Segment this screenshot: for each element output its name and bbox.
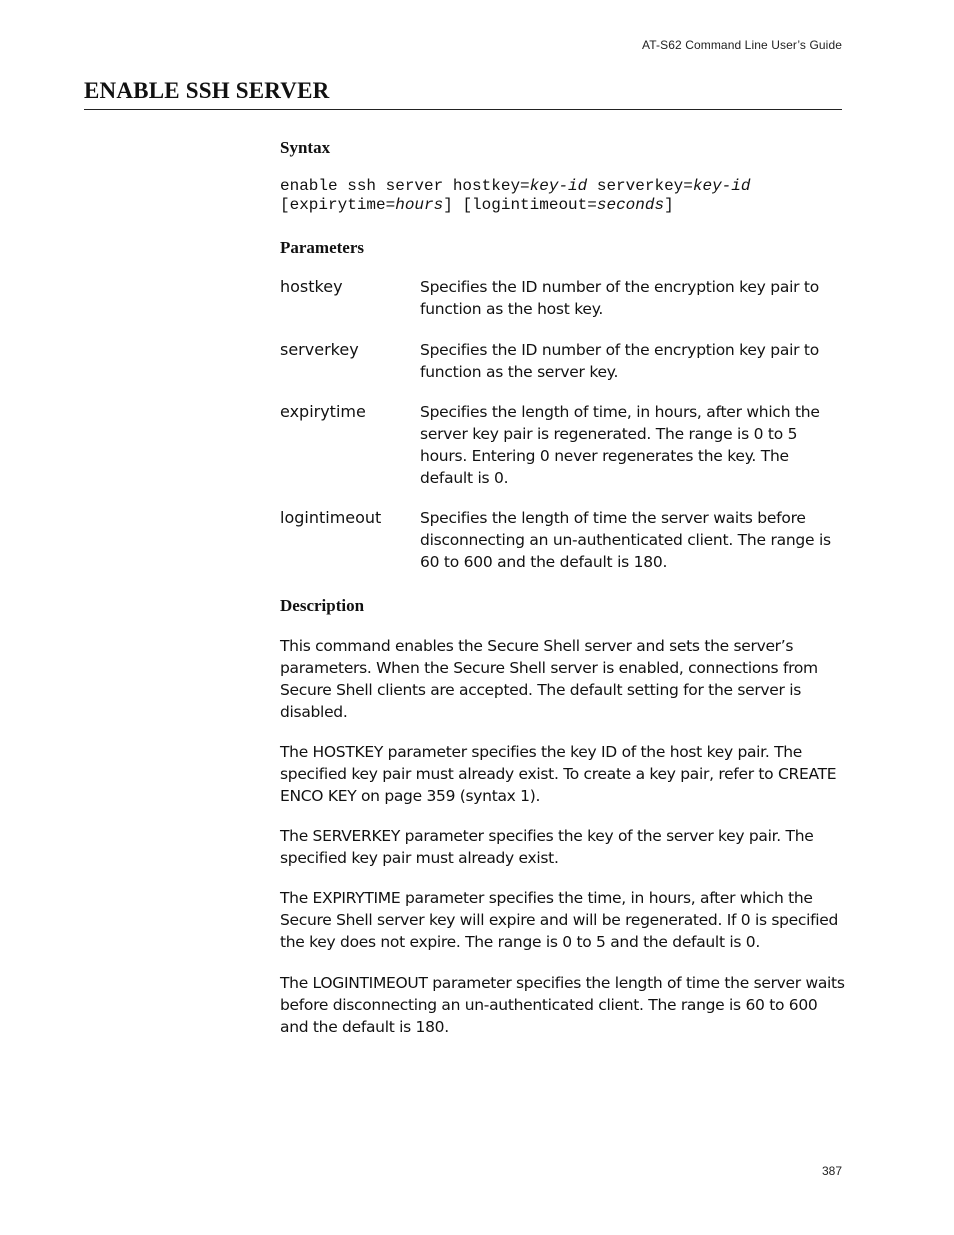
page-title: ENABLE SSH SERVER: [84, 78, 330, 103]
syntax-segment: enable ssh server hostkey=: [280, 177, 530, 195]
parameter-description: Specifies the ID number of the encryption key pair to function as the server key.: [420, 341, 819, 381]
parameters-heading: Parameters: [280, 238, 365, 257]
syntax-line-2: [280, 196, 750, 215]
description-heading: Description: [280, 596, 365, 615]
description-paragraph: The HOSTKEY parameter specifies the key ID of the host key pair. The specified key pair must already exist. To create a key pair, refer to CREATE ENCO KEY on page 359 (syntax 1).: [280, 743, 837, 805]
parameter-name: hostkey: [280, 277, 343, 296]
syntax-argument: seconds: [596, 196, 665, 214]
description-paragraph: The SERVERKEY parameter specifies the key of the server key pair. The specified key pair must already exist.: [280, 827, 814, 867]
syntax-block: [280, 177, 750, 215]
syntax-segment: ] [logintimeout=: [443, 196, 597, 214]
syntax-argument: hours: [395, 196, 444, 214]
parameter-description: Specifies the length of time the server waits before disconnecting an un-authenticated client. The range is 60 to 600 and the default is 180.: [420, 509, 831, 571]
syntax-segment: ]: [664, 196, 674, 214]
parameter-description: Specifies the length of time, in hours, after which the server key pair is regenerated. The range is 0 to 5 hours. Entering 0 never regenerates the key. The default is 0.: [420, 403, 820, 487]
page-number: 387: [821, 1164, 842, 1178]
parameter-name: serverkey: [280, 340, 359, 359]
syntax-line-1: [280, 177, 750, 196]
parameter-description: Specifies the ID number of the encryption key pair to function as the host key.: [420, 278, 819, 318]
syntax-argument: key-id: [529, 177, 588, 195]
description-paragraph: The EXPIRYTIME parameter specifies the time, in hours, after which the Secure Shell server key will expire and will be regenerated. If 0 is specified the key does not expire. The range is 0 to 5 and the default is 0.: [280, 889, 839, 951]
syntax-argument: key-id: [692, 177, 751, 195]
parameter-name: expirytime: [280, 402, 366, 421]
syntax-segment: [expirytime=: [280, 196, 396, 214]
running-header: AT-S62 Command Line User’s Guide: [642, 38, 842, 52]
parameter-name: logintimeout: [280, 508, 382, 527]
syntax-heading: Syntax: [280, 138, 331, 157]
title-rule: [84, 109, 842, 110]
description-paragraph: The LOGINTIMEOUT parameter specifies the length of time the server waits before disconnecting an un-authenticated client. The range is 60 to 600 and the default is 180.: [280, 974, 845, 1036]
syntax-segment: serverkey=: [587, 177, 693, 195]
description-paragraph: This command enables the Secure Shell server and sets the server’s parameters. When the Secure Shell server is enabled, connections from Secure Shell clients are accepted. The default setting for the server is disabled.: [280, 637, 818, 721]
